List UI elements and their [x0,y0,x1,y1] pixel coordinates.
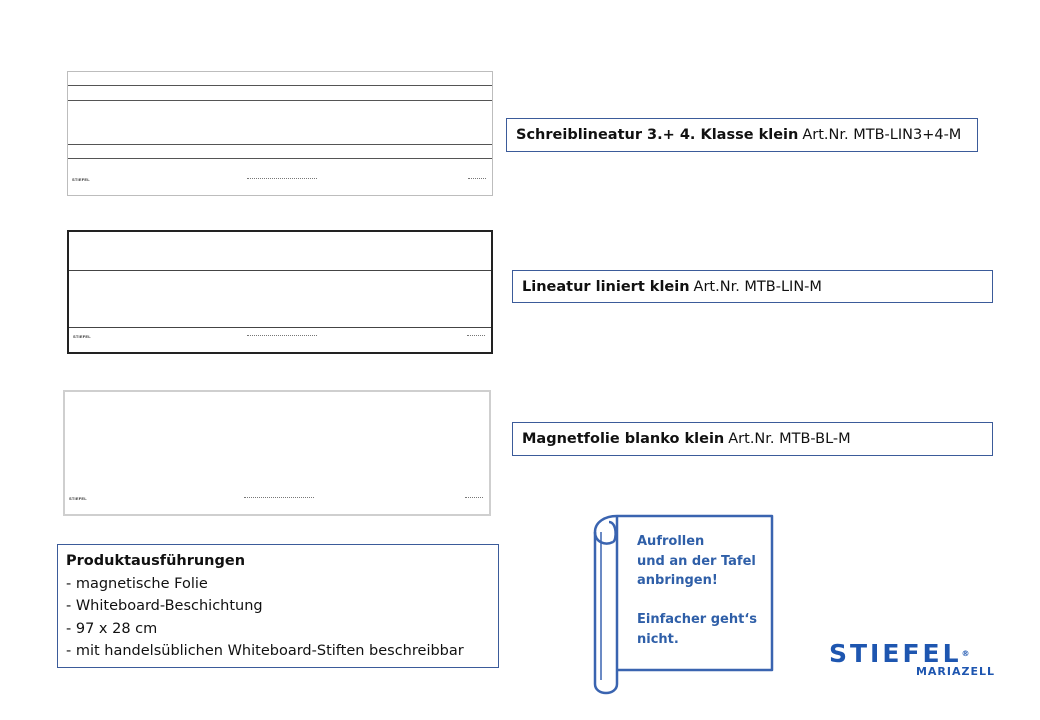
board-brand: STIEFEL [73,334,91,339]
board-liniert [67,230,493,354]
scroll-line: anbringen! [637,573,718,588]
product-label-schreiblineatur [506,118,978,152]
footer-dots [244,497,314,498]
product-label-blanko [512,422,993,456]
board-footer [72,177,488,185]
logo-name: STIEFEL [829,639,962,668]
product-detail-item: - magnetische Folie [66,575,208,592]
product-detail-item: - mit handelsüblichen Whiteboard-Stiften beschreibbar [66,643,464,659]
stiefel-logo [829,641,999,678]
scroll-line: Aufrollen [637,534,705,549]
ruling-line [68,100,492,101]
board-footer [73,334,487,342]
logo-subtitle: MARIAZELL [915,665,995,678]
board-brand: STIEFEL [69,496,87,501]
scroll-line: und an der Tafel [637,553,756,569]
product-detail-item: - 97 x 28 cm [66,620,158,637]
label-name: Schreiblineatur 3.+ 4. Klasse klein [516,127,799,143]
logo-registered-mark: ® [961,649,970,658]
ruling-line [68,158,492,159]
product-detail-item: - Whiteboard-Beschichtung [66,598,263,614]
label-name: Lineatur liniert klein [522,278,690,295]
product-label-liniert [512,270,993,303]
label-name: Magnetfolie blanko klein [522,431,725,447]
board-brand: STIEFEL [72,177,90,182]
ruling-line [69,327,491,328]
footer-dots [247,178,317,179]
label-article-number: Art.Nr. MTB-LIN3+4-M [802,127,962,143]
footer-dots [247,335,317,336]
logo-wordmark [829,641,999,666]
label-article-number: Art.Nr. MTB-LIN-M [693,278,822,295]
scroll-message [637,532,757,649]
footer-dots [467,335,485,336]
scroll-line: Einfacher geht‘s [637,612,758,627]
ruling-line [68,85,492,86]
ruling-line [69,270,491,271]
ruling-line [68,144,492,145]
board-footer [69,496,485,504]
label-article-number: Art.Nr. MTB-BL-M [728,431,851,447]
board-schreiblineatur [67,71,493,196]
board-blanko [63,390,491,516]
product-details-title: Produktausführungen [66,553,246,569]
footer-dots [468,178,486,179]
product-details-box [57,544,499,668]
footer-dots [465,497,483,498]
scroll-line: nicht. [637,631,679,647]
